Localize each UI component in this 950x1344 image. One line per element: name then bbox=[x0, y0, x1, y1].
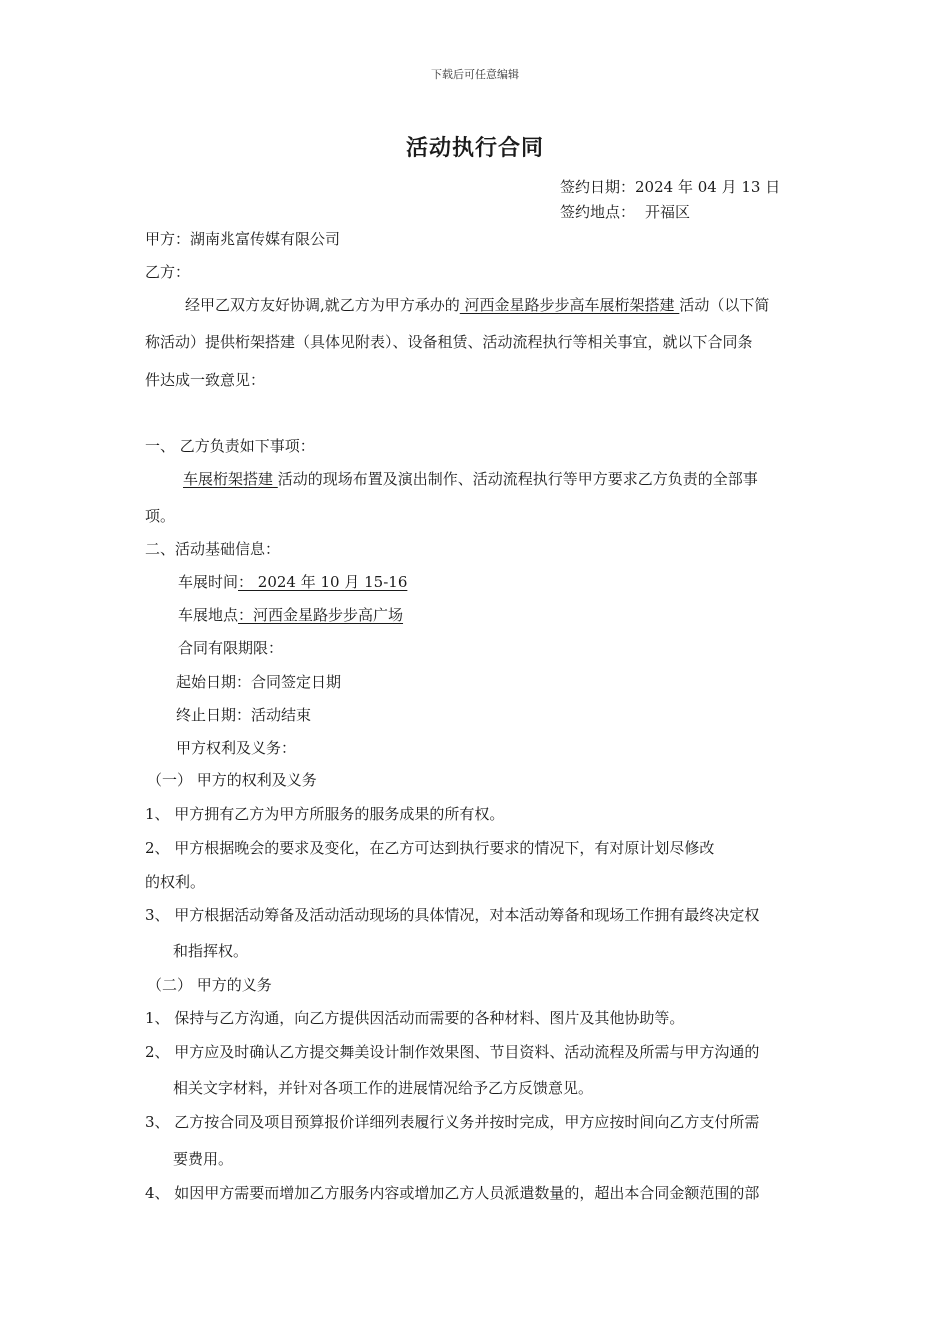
end-date: 终止日期：活动结束 bbox=[176, 706, 312, 724]
duties-item: 4、 如因甲方需要而增加乙方服务内容或增加乙方人员派遣数量的，超出本合同金额范围的部 bbox=[145, 1184, 760, 1202]
rights-item: 1、 甲方拥有乙方为甲方所服务的服务成果的所有权。 bbox=[145, 805, 505, 823]
sign-place-label: 签约地点： bbox=[560, 203, 636, 221]
sign-date-value: 2024 年 04 月 13 日 bbox=[635, 178, 781, 196]
duties-heading: （二） 甲方的义务 bbox=[147, 976, 272, 994]
item-name: 车展桁架搭建 bbox=[183, 470, 278, 488]
page-title: 活动执行合同 bbox=[405, 136, 544, 161]
sign-place-value: 开福区 bbox=[645, 203, 691, 221]
rights-item: 3、 甲方根据活动筹备及活动活动现场的具体情况，对本活动筹备和现场工作拥有最终决定权 bbox=[145, 906, 760, 924]
intro-line-1 bbox=[185, 296, 769, 314]
rights-item: 和指挥权。 bbox=[173, 942, 249, 960]
event-place-value: ：河西金星路步步高广场 bbox=[238, 606, 404, 624]
section1-line-2: 项。 bbox=[145, 507, 176, 525]
party-a: 甲方：湖南兆富传媒有限公司 bbox=[145, 230, 341, 248]
sign-date bbox=[560, 178, 780, 196]
sign-date-label: 签约日期： bbox=[560, 178, 636, 196]
duties-item: 要费用。 bbox=[173, 1150, 234, 1168]
header-note: 下载后可任意编辑 bbox=[431, 68, 519, 81]
event-time bbox=[178, 573, 407, 591]
duties-item: 1、 保持与乙方沟通，向乙方提供因活动而需要的各种材料、图片及其他协助等。 bbox=[145, 1009, 685, 1027]
party-b: 乙方： bbox=[145, 263, 191, 281]
section1-line-1 bbox=[183, 470, 758, 488]
intro-line-3: 件达成一致意见： bbox=[145, 371, 266, 389]
event-name: 河西金星路步步高车展桁架搭建 bbox=[459, 296, 680, 314]
rights-item: 2、 甲方根据晚会的要求及变化，在乙方可达到执行要求的情况下，有对原计划尽修改 bbox=[145, 839, 715, 857]
event-time-label: 车展时间 bbox=[178, 573, 239, 591]
start-date: 起始日期：合同签定日期 bbox=[176, 673, 342, 691]
duties-item: 2、 甲方应及时确认乙方提交舞美设计制作效果图、节目资料、活动流程及所需与甲方沟通的 bbox=[145, 1043, 760, 1061]
intro-line-2: 称活动）提供桁架搭建（具体见附表）、设备租赁、活动流程执行等相关事宜，就以下合同条 bbox=[145, 333, 753, 351]
section1-text: 活动的现场布置及演出制作、活动流程执行等甲方要求乙方负责的全部事 bbox=[277, 470, 758, 488]
section2-heading: 二、活动基础信息： bbox=[145, 540, 281, 558]
duties-item: 相关文字材料，并针对各项工作的进展情况给予乙方反馈意见。 bbox=[173, 1079, 594, 1097]
contract-term: 合同有限期限： bbox=[178, 639, 284, 657]
rights-heading-intro: 甲方权利及义务： bbox=[176, 739, 297, 757]
sign-place bbox=[560, 203, 690, 221]
rights-item: 的权利。 bbox=[145, 873, 206, 891]
event-time-value: ： 2024 年 10 月 15-16 bbox=[238, 573, 408, 591]
intro-text: 活动（以下简 bbox=[679, 296, 770, 314]
intro-text: 经甲乙双方友好协调,就乙方为甲方承办的 bbox=[185, 296, 460, 314]
duties-item: 3、 乙方按合同及项目预算报价详细列表履行义务并按时完成，甲方应按时间向乙方支付所需 bbox=[145, 1113, 760, 1131]
section1-heading: 一、 乙方负责如下事项： bbox=[145, 437, 315, 455]
rights-heading: （一） 甲方的权利及义务 bbox=[147, 771, 317, 789]
event-place-label: 车展地点 bbox=[178, 606, 239, 624]
event-place bbox=[178, 606, 403, 624]
